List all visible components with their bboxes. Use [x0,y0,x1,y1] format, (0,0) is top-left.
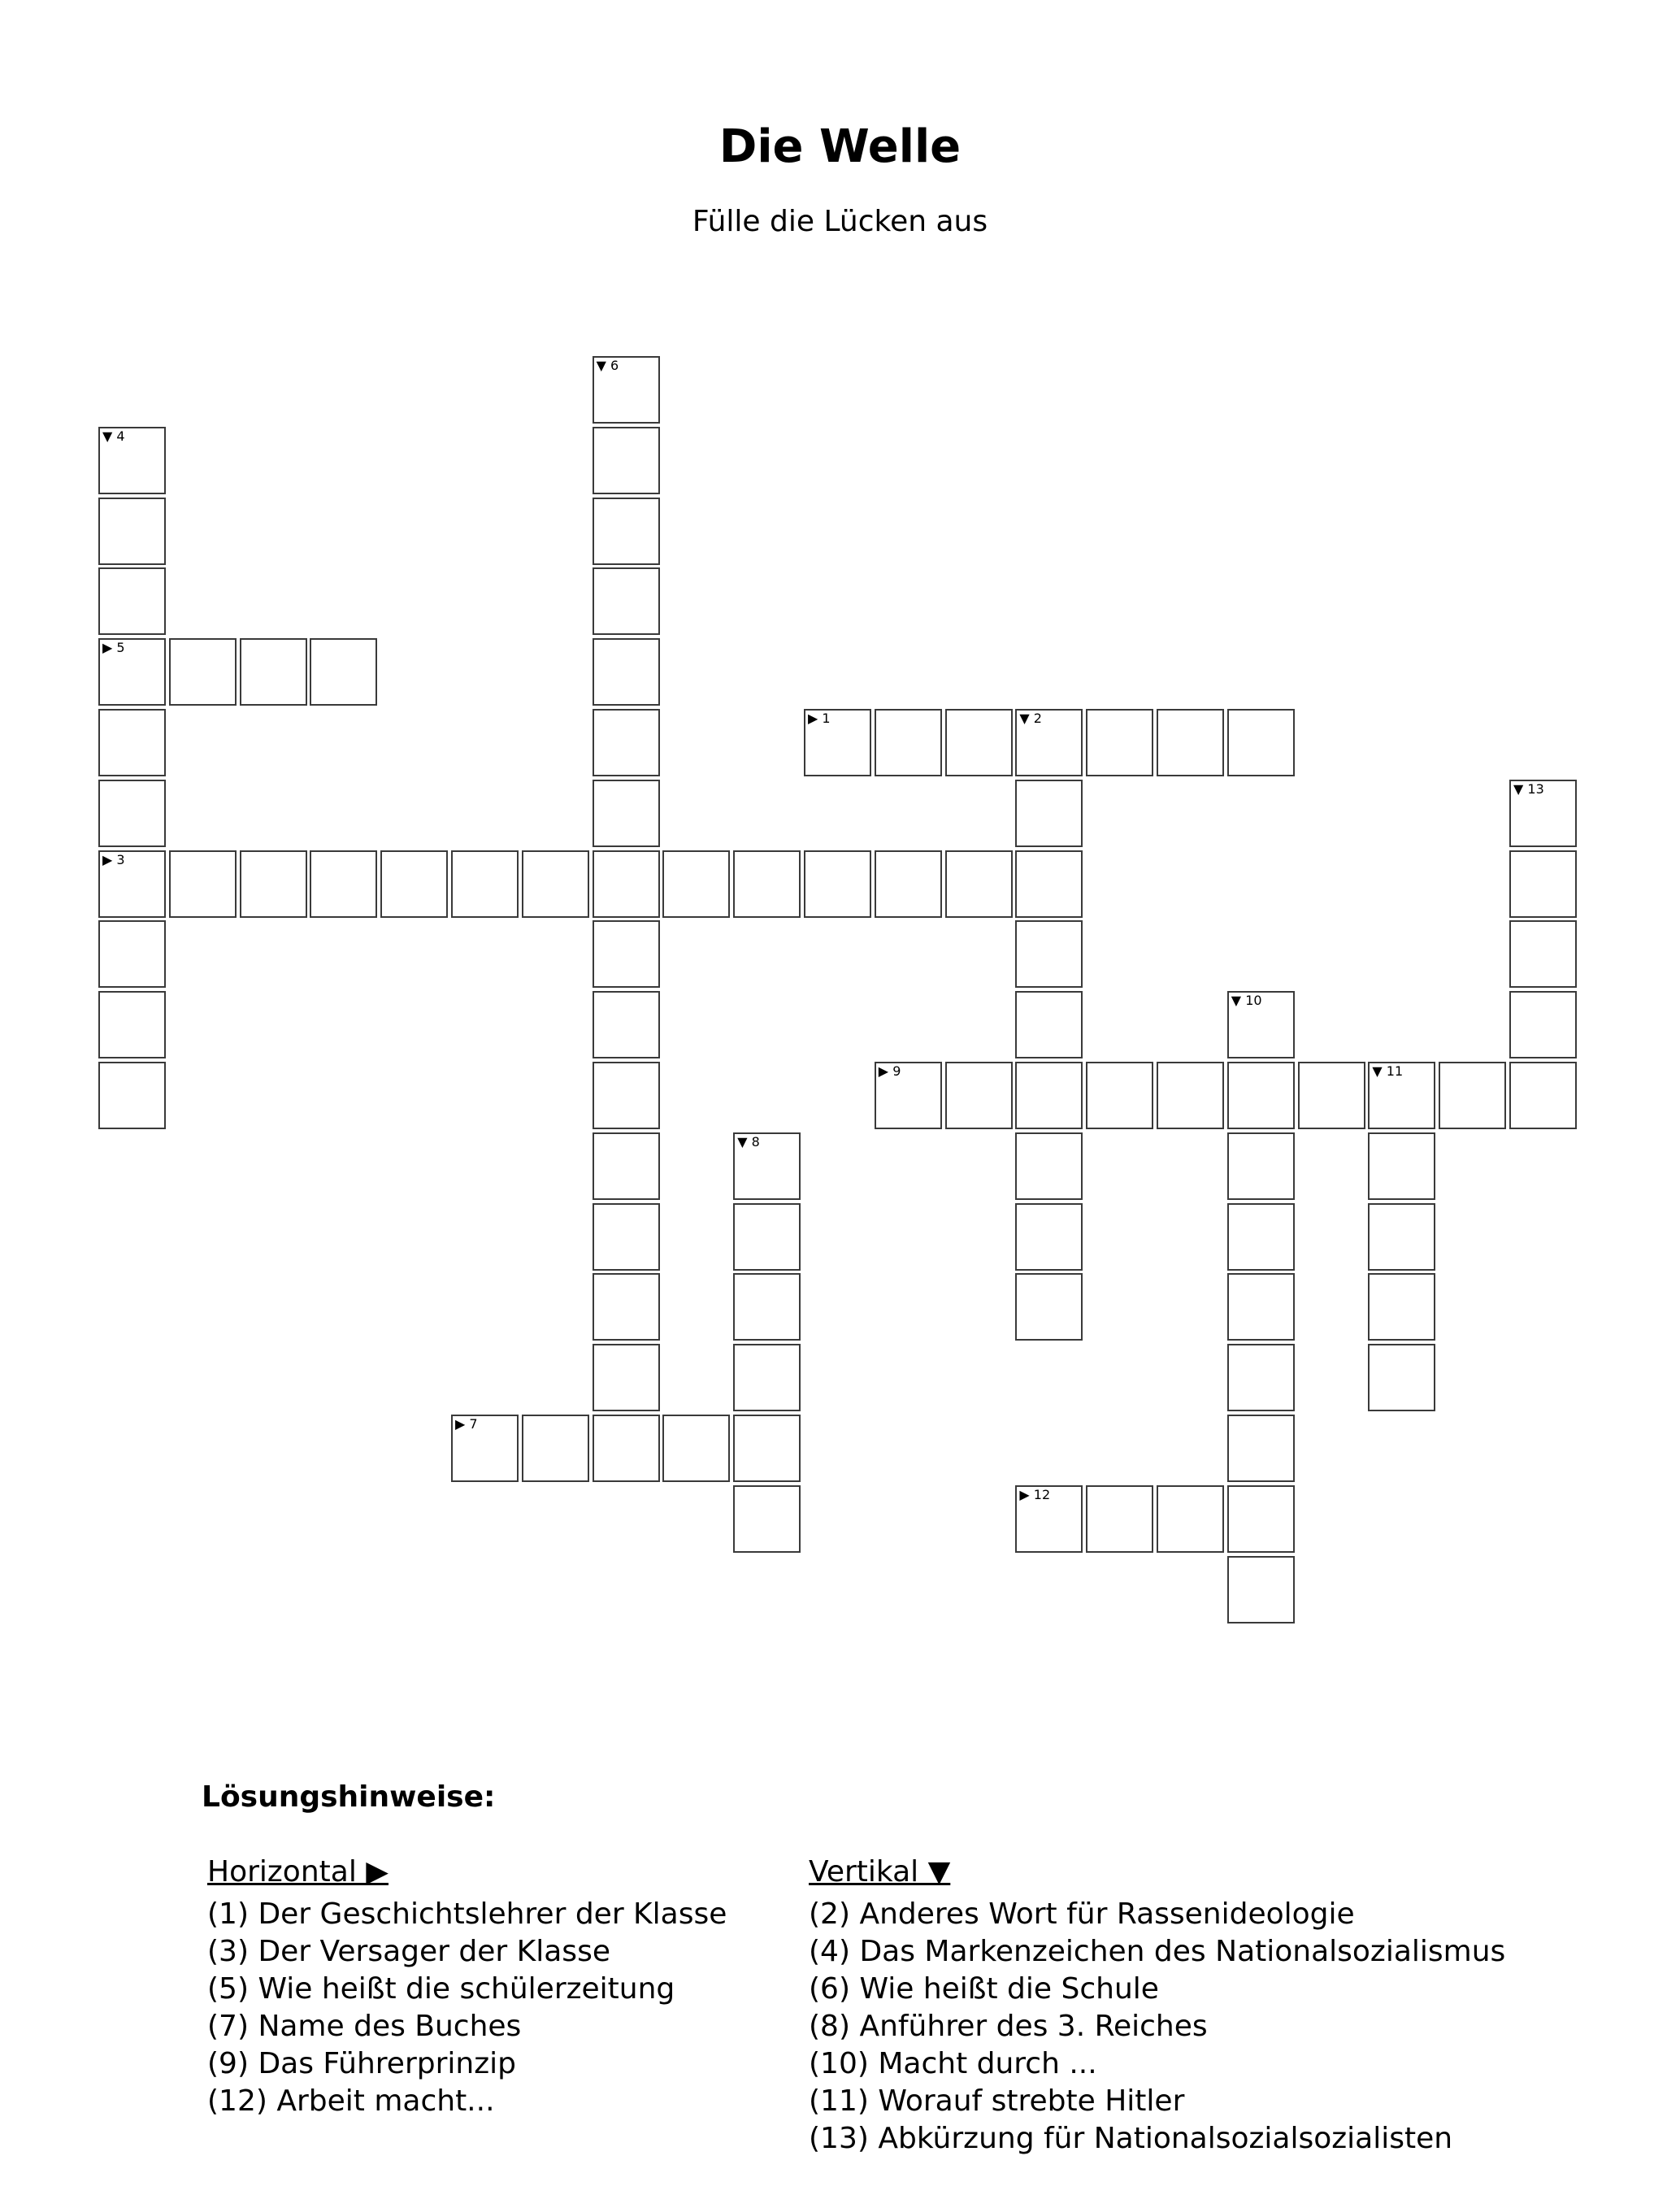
crossword-cell[interactable] [593,1415,660,1482]
crossword-cell[interactable] [593,850,660,918]
crossword-cell[interactable] [1368,1062,1435,1129]
crossword-cell[interactable] [945,850,1013,918]
crossword-cell[interactable] [169,850,237,918]
crossword-cell[interactable] [1015,991,1083,1058]
clue-number-label: ▼ 4 [102,428,125,444]
crossword-cell[interactable] [1157,1485,1224,1553]
clue-number-label: ▶ 3 [102,851,125,867]
crossword-cell[interactable] [593,920,660,988]
crossword-cell[interactable] [1227,991,1295,1058]
crossword-cell[interactable] [593,1273,660,1341]
page-subtitle: Fülle die Lücken aus [692,205,988,238]
clue-number-label: ▶ 5 [102,640,125,656]
crossword-cell[interactable] [310,850,377,918]
crossword-cell[interactable] [1015,709,1083,776]
crossword-cell[interactable] [733,1203,801,1271]
crossword-cell[interactable] [1015,1485,1083,1553]
crossword-cell[interactable] [98,427,166,494]
crossword-cell[interactable] [1227,1273,1295,1341]
across-clue: (1) Der Geschichtslehrer der Klasse [207,1897,727,1931]
crossword-cell[interactable] [98,920,166,988]
crossword-cell[interactable] [1086,1062,1153,1129]
crossword-cell[interactable] [1368,1273,1435,1341]
crossword-cell[interactable] [1227,1415,1295,1482]
crossword-cell[interactable] [380,850,448,918]
crossword-cell[interactable] [1368,1344,1435,1411]
crossword-cell[interactable] [1157,709,1224,776]
crossword-cell[interactable] [593,780,660,847]
crossword-cell[interactable] [310,638,377,706]
crossword-cell[interactable] [240,638,307,706]
crossword-cell[interactable] [733,850,801,918]
crossword-cell[interactable] [804,709,871,776]
crossword-cell[interactable] [593,567,660,635]
crossword-cell[interactable] [1015,920,1083,988]
crossword-cell[interactable] [1015,850,1083,918]
crossword-cell[interactable] [733,1344,801,1411]
down-clue: (13) Abkürzung für Nationalsozialsozialisten [809,2122,1453,2155]
across-clue: (3) Der Versager der Klasse [207,1935,610,1968]
crossword-cell[interactable] [1368,1203,1435,1271]
crossword-cell[interactable] [1227,709,1295,776]
down-clues-title: Vertikal ▼ [809,1855,951,1889]
crossword-cell[interactable] [1368,1132,1435,1200]
crossword-cell[interactable] [945,709,1013,776]
crossword-cell[interactable] [1509,991,1577,1058]
clue-number-label: ▶ 1 [808,711,831,726]
crossword-cell[interactable] [1298,1062,1365,1129]
crossword-cell[interactable] [169,638,237,706]
crossword-cell[interactable] [593,1203,660,1271]
crossword-cell[interactable] [593,1062,660,1129]
crossword-cell[interactable] [1509,1062,1577,1129]
clue-number-label: ▶ 9 [878,1063,901,1079]
across-clue: (7) Name des Buches [207,2010,522,2043]
crossword-cell[interactable] [98,850,166,918]
crossword-cell[interactable] [733,1273,801,1341]
crossword-cell[interactable] [1015,780,1083,847]
crossword-cell[interactable] [662,850,730,918]
crossword-cell[interactable] [733,1415,801,1482]
clue-number-label: ▼ 10 [1231,993,1262,1009]
across-clues-title: Horizontal ▶ [207,1855,389,1889]
clue-number-label: ▼ 11 [1372,1063,1404,1079]
crossword-cell[interactable] [98,780,166,847]
crossword-cell[interactable] [1227,1344,1295,1411]
crossword-cell[interactable] [875,1062,942,1129]
down-clue: (2) Anderes Wort für Rassenideologie [809,1897,1355,1931]
across-clue: (12) Arbeit macht... [207,2084,495,2118]
crossword-cell[interactable] [451,1415,519,1482]
crossword-cell[interactable] [593,709,660,776]
crossword-cell[interactable] [1439,1062,1506,1129]
crossword-cell[interactable] [522,850,589,918]
crossword-cell[interactable] [98,498,166,565]
crossword-cell[interactable] [1227,1062,1295,1129]
page-title: Die Welle [718,120,962,173]
crossword-cell[interactable] [1015,1273,1083,1341]
crossword-cell[interactable] [98,638,166,706]
crossword-cell[interactable] [804,850,871,918]
across-clue: (9) Das Führerprinzip [207,2047,516,2080]
crossword-cell[interactable] [593,498,660,565]
crossword-cell[interactable] [593,1132,660,1200]
crossword-cell[interactable] [98,1062,166,1129]
crossword-cell[interactable] [522,1415,589,1482]
crossword-cell[interactable] [98,709,166,776]
crossword-cell[interactable] [1227,1485,1295,1553]
across-clue: (5) Wie heißt die schülerzeitung [207,1972,675,2006]
down-clue: (6) Wie heißt die Schule [809,1972,1159,2006]
crossword-cell[interactable] [875,709,942,776]
down-clue: (10) Macht durch ... [809,2047,1097,2080]
crossword-cell[interactable] [1509,920,1577,988]
clues-heading: Lösungshinweise: [202,1780,496,1814]
clue-number-label: ▼ 6 [596,358,619,373]
crossword-cell[interactable] [593,1344,660,1411]
crossword-cell[interactable] [1157,1062,1224,1129]
crossword-cell[interactable] [593,991,660,1058]
crossword-cell[interactable] [1227,1132,1295,1200]
clue-number-label: ▼ 13 [1513,780,1544,797]
crossword-cell[interactable] [1015,1203,1083,1271]
crossword-cell[interactable] [593,638,660,706]
down-clue: (4) Das Markenzeichen des Nationalsozialismus [809,1935,1506,1968]
down-clues [809,1854,1505,2158]
crossword-cell[interactable] [945,1062,1013,1129]
clue-number-label: ▼ 2 [1019,711,1042,726]
down-clue: (8) Anführer des 3. Reiches [809,2010,1208,2043]
crossword-cell[interactable] [1015,1062,1083,1129]
down-clue: (11) Worauf strebte Hitler [809,2084,1185,2118]
clue-number-label: ▶ 7 [455,1416,478,1432]
crossword-cell[interactable] [1015,1132,1083,1200]
crossword-cell[interactable] [240,850,307,918]
crossword-cell[interactable] [98,991,166,1058]
crossword-cell[interactable] [1509,780,1577,847]
crossword-cell[interactable] [1086,1485,1153,1553]
crossword-cell[interactable] [593,427,660,494]
crossword-cell[interactable] [733,1485,801,1553]
crossword-cell[interactable] [98,567,166,635]
crossword-cell[interactable] [1227,1203,1295,1271]
crossword-cell[interactable] [593,356,660,424]
crossword-cell[interactable] [662,1415,730,1482]
crossword-cell[interactable] [1227,1556,1295,1623]
crossword-cell[interactable] [1509,850,1577,918]
clue-number-label: ▶ 12 [1019,1486,1051,1502]
crossword-cell[interactable] [875,850,942,918]
clue-number-label: ▼ 8 [737,1133,760,1150]
across-clues [207,1854,727,2120]
crossword-cell[interactable] [733,1132,801,1200]
crossword-cell[interactable] [451,850,519,918]
crossword-cell[interactable] [1086,709,1153,776]
